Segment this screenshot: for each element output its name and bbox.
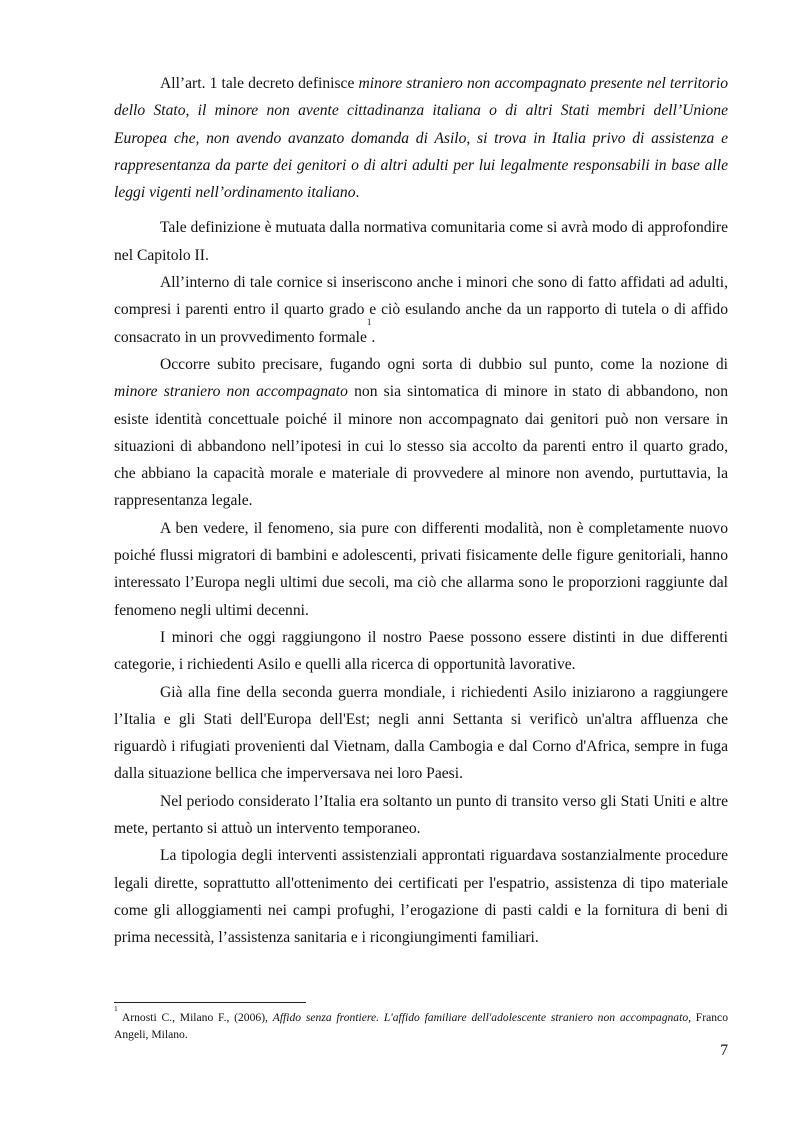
text-run: non sia sintomatica di minore in stato di abbandono, non esiste identità concettuale poiché il minore non accompagnato dai genitori può non versare in situazioni di abbandono nell’ipotesi in cui lo stesso sia accolto da parenti entro il quarto grado, che abbiano la capacità morale e materiale di provvedere al minore non avendo, purtuttavia, la rappresentanza legale. (114, 383, 728, 510)
paragraph (114, 214, 728, 269)
text-run: . (371, 328, 376, 346)
text-run: Tale definizione è mutuata dalla normativa comunitaria come si avrà modo di approfondire nel Capitolo II. (114, 219, 728, 264)
footnote-separator (114, 1002, 306, 1003)
text-run: A ben vedere, il fenomeno, sia pure con differenti modalità, non è completamente nuovo poiché flussi migratori di bambini e adolescenti, privati fisicamente delle figure genitoriali, hanno interessato l’Europa negli ultimi due secoli, ma ciò che allarma sono le proporzioni raggiunte dal fenomeno negli ultimi decenni. (114, 519, 728, 619)
text-run: Nel periodo considerato l’Italia era soltanto un punto di transito verso gli Stati Uniti e altre mete, pertanto si attuò un intervento temporaneo. (114, 792, 728, 838)
footnote-marker: 1 (114, 1004, 118, 1013)
paragraph (114, 842, 728, 951)
footnote-publisher: Franco Angeli, Milano. (114, 1011, 728, 1041)
page-number: 7 (720, 1042, 728, 1059)
paragraph (114, 515, 728, 624)
text-run: All’art. 1 tale decreto definisce (160, 75, 359, 92)
footnote-reference[interactable]: 1 (366, 316, 372, 327)
text-run-italic: minore straniero non accompagnato presente nel territorio dello Stato, il minore non avente cittadinanza italiana o di altri Stati membri dell’Unione Europea che, non avendo avanzato domanda di Asilo, si trova in Italia privo di assistenza e rappresentanza da parte dei genitori o di altri adulti per lui legalmente responsabili in base alle leggi vigenti nell’ordinamento italiano (114, 75, 728, 202)
paragraph (114, 351, 728, 515)
text-run: All’interno di tale cornice si inseriscono anche i minori che sono di fatto affidati ad adulti, compresi i parenti entro il quarto grado e ciò esulando anche da un rapporto di tutela o di affido consacrato in un provvedimento formale (114, 274, 728, 346)
text-run: Già alla fine della seconda guerra mondiale, i richiedenti Asilo iniziarono a raggiungere l’Italia e gli Stati dell'Europa dell'Est; negli anni Settanta si verificò un'altra affluenza che riguardò i rifugiati provenienti dal Vietnam, dalla Cambogia e dal Corno d'Africa, sempre in fuga dalla situazione bellica che imperversava nei loro Paesi. (114, 683, 728, 783)
footnote (114, 1004, 728, 1043)
paragraph (114, 70, 728, 206)
text-run-italic: minore straniero non accompagnato (114, 383, 348, 401)
footnote-author: Arnosti C., Milano F., (2006), (117, 1011, 273, 1024)
paragraph (114, 679, 728, 788)
paragraph (114, 624, 728, 679)
footnote-title: Affido senza frontiere. L'affido familiare dell'adolescente straniero non accompagnato, (272, 1011, 692, 1024)
text-run: La tipologia degli interventi assistenziali approntati riguardava sostanzialmente procedure legali dirette, soprattutto all'ottenimento dei certificati per l'espatrio, assistenza di tipo materiale come gli alloggiamenti nei campi profughi, l’erogazione di pasti caldi e la fornitura di beni di prima necessità, l’assistenza sanitaria e i ricongiungimenti familiari. (114, 847, 728, 947)
text-run: I minori che oggi raggiungono il nostro Paese possono essere distinti in due differenti categorie, i richiedenti Asilo e quelli alla ricerca di opportunità lavorative. (114, 628, 728, 674)
paragraph (114, 269, 728, 351)
body-text (114, 70, 728, 952)
paragraph (114, 788, 728, 843)
text-run: Occorre subito precisare, fugando ogni sorta di dubbio sul punto, come la nozione di (160, 355, 728, 373)
text-run: . (355, 184, 360, 202)
